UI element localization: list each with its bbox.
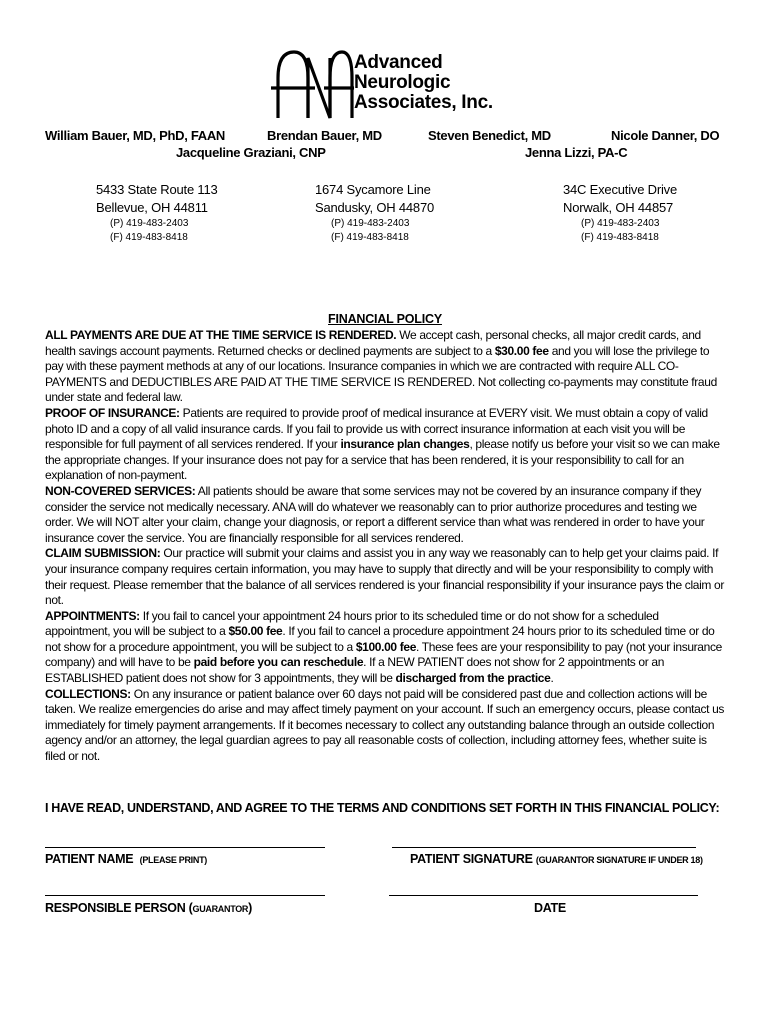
insurance-section xyxy=(45,406,725,484)
office-phone: (P) 419-483-2403 xyxy=(331,218,410,229)
doctor-name: Brendan Bauer, MD xyxy=(267,128,382,143)
doctor-name: Jenna Lizzi, PA-C xyxy=(525,145,628,160)
responsible-person-line[interactable] xyxy=(45,895,325,896)
section-heading: CLAIM SUBMISSION: xyxy=(45,546,161,561)
section-heading: ALL PAYMENTS ARE DUE AT THE TIME SERVICE IS RENDERED. xyxy=(45,328,397,342)
field-label: RESPONSIBLE PERSON ( xyxy=(45,901,193,915)
ana-logo-mark-icon xyxy=(268,48,354,120)
section-text: Patients are required to provide proof of medical insurance at EVERY visit. We must obtain a copy of valid photo ID and a copy of all valid insurance cards. If you fail to provide us with correct insurance information at each visit you will be responsible for full payment of all services rendered. If your xyxy=(45,405,708,452)
section-heading: COLLECTIONS: xyxy=(45,686,131,701)
doctor-name: Jacqueline Graziani, CNP xyxy=(176,145,326,160)
logo-line-3: Associates, Inc. xyxy=(354,92,493,113)
office-sandusky xyxy=(315,181,434,245)
collections-section xyxy=(45,687,725,765)
claim-section xyxy=(45,546,725,608)
office-city: Bellevue, OH 44811 xyxy=(96,200,208,215)
section-text: All patients should be aware that some services may not be covered by an insurance company if they consider the service not medically necessary. ANA will do whatever we reasonably can to prior authorize procedures and testing we order. We will NOT alter your claim, change your diagnosis, or report a different service than what was rendered in order to have your insurance cover the service. You are financially responsible for all services rendered. xyxy=(45,483,705,545)
field-note: (PLEASE PRINT) xyxy=(139,855,207,865)
emphasis-text: paid before you can reschedule xyxy=(193,655,364,670)
section-text: Our practice will submit your claims and assist you in any way we reasonably can to help get your claims paid. If your insurance company requires certain information, you may have to supply that directly and will be your responsibility to comply with their request. Please remember that the balance of all services rendered is your financial responsibility if your insurance pays the claim or not. xyxy=(45,546,725,608)
practice-name xyxy=(354,53,493,113)
field-note: GUARANTOR xyxy=(192,904,249,914)
section-text: . If a NEW PATIENT does not show for 2 appointments or an ESTABLISHED patient does not show for 3 appointments, they will be xyxy=(45,655,665,686)
date-line[interactable] xyxy=(389,895,698,896)
patient-signature-line[interactable] xyxy=(392,847,696,848)
office-bellevue xyxy=(96,181,218,245)
logo-line-1: Advanced xyxy=(354,52,443,73)
office-phone: (P) 419-483-2403 xyxy=(581,218,660,229)
office-street: 34C Executive Drive xyxy=(563,182,677,197)
doctor-name: William Bauer, MD, PhD, FAAN xyxy=(45,128,226,143)
section-text: We accept cash, personal checks, all major credit cards, and health savings account payments. Returned checks or declined payments are subject to a xyxy=(45,328,701,358)
patient-name-label xyxy=(45,852,207,866)
office-fax: (F) 419-483-8418 xyxy=(110,232,188,243)
logo-line-2: Neurologic xyxy=(354,72,451,93)
section-text: If you fail to cancel your appointment 24 hours prior to its scheduled time or do not show for a scheduled appointment, you will be subject to a xyxy=(45,608,659,639)
doctor-name: Nicole Danner, DO xyxy=(611,128,720,143)
office-street: 5433 State Route 113 xyxy=(96,182,218,197)
office-fax: (F) 419-483-8418 xyxy=(331,232,409,243)
practice-logo xyxy=(268,48,508,120)
patient-signature-label xyxy=(410,852,703,866)
office-city: Sandusky, OH 44870 xyxy=(315,200,435,215)
section-text: . These fees are your responsibility to pay (not your insurance company) and will have to be xyxy=(45,639,722,670)
section-text: . If you fail to cancel a procedure appointment 24 hours prior to its scheduled time or do not show for a procedure appointment, you will be subject to a xyxy=(45,624,715,654)
policy-title: FINANCIAL POLICY xyxy=(328,312,442,326)
section-heading: PROOF OF INSURANCE: xyxy=(45,405,180,420)
patient-name-line[interactable] xyxy=(45,847,325,848)
section-text: and you will lose the privilege to pay with these payment methods at any of our locations. Insurance companies in which we are contracted with require ALL CO-PAYMENTS and DEDUCTIBLES ARE PAID AT THE TIME SERVICE IS RENDERED. Not collecting co-payments may constitute fraud under state and federal law. xyxy=(45,343,717,405)
office-fax: (F) 419-483-8418 xyxy=(581,232,659,243)
appointments-section xyxy=(45,609,725,687)
doctor-name: Steven Benedict, MD xyxy=(428,128,551,143)
policy-body xyxy=(45,328,725,765)
office-street: 1674 Sycamore Line xyxy=(315,182,431,197)
office-city: Norwalk, OH 44857 xyxy=(563,200,674,215)
section-text: . xyxy=(550,671,554,686)
section-text: On any insurance or patient balance over 60 days not paid will be considered past due and collection actions will be taken. We realize emergencies do arise and may affect timely payment on your account. If such an emergency occurs, please contact us immediately for timely payment arrangements. If it becomes necessary to collect any outstanding balance through an outside collection agency and/or an attorney, the legal guardian agrees to pay all reasonable costs of collection, including attorney fees, whether suite is filed or not. xyxy=(45,686,725,764)
fee-amount: $30.00 fee xyxy=(494,343,549,358)
emphasis-text: insurance plan changes xyxy=(340,437,470,452)
fee-amount: $100.00 fee xyxy=(355,639,417,654)
field-note: (GUARANTOR SIGNATURE IF UNDER 18) xyxy=(535,855,703,865)
field-label-close: ) xyxy=(248,901,253,915)
field-label: PATIENT NAME xyxy=(45,852,134,866)
responsible-person-label xyxy=(45,901,252,915)
emphasis-text: discharged from the practice xyxy=(395,671,551,686)
office-phone: (P) 419-483-2403 xyxy=(110,218,189,229)
section-heading: APPOINTMENTS: xyxy=(45,608,140,623)
noncovered-section xyxy=(45,484,725,546)
section-text: , please notify us before your visit so we can make the appropriate changes. If your insurance does not pay for a service that has been rendered, it is your responsibility to call for an explanation of non-payment. xyxy=(45,437,720,483)
agreement-statement: I HAVE READ, UNDERSTAND, AND AGREE TO THE TERMS AND CONDITIONS SET FORTH IN THIS FINANCIAL POLICY: xyxy=(45,801,720,815)
fee-amount: $50.00 fee xyxy=(228,624,283,639)
payments-section xyxy=(45,328,725,406)
office-norwalk xyxy=(563,181,677,245)
date-label: DATE xyxy=(534,901,566,915)
section-heading: NON-COVERED SERVICES: xyxy=(45,483,196,498)
field-label: PATIENT SIGNATURE xyxy=(410,852,533,866)
